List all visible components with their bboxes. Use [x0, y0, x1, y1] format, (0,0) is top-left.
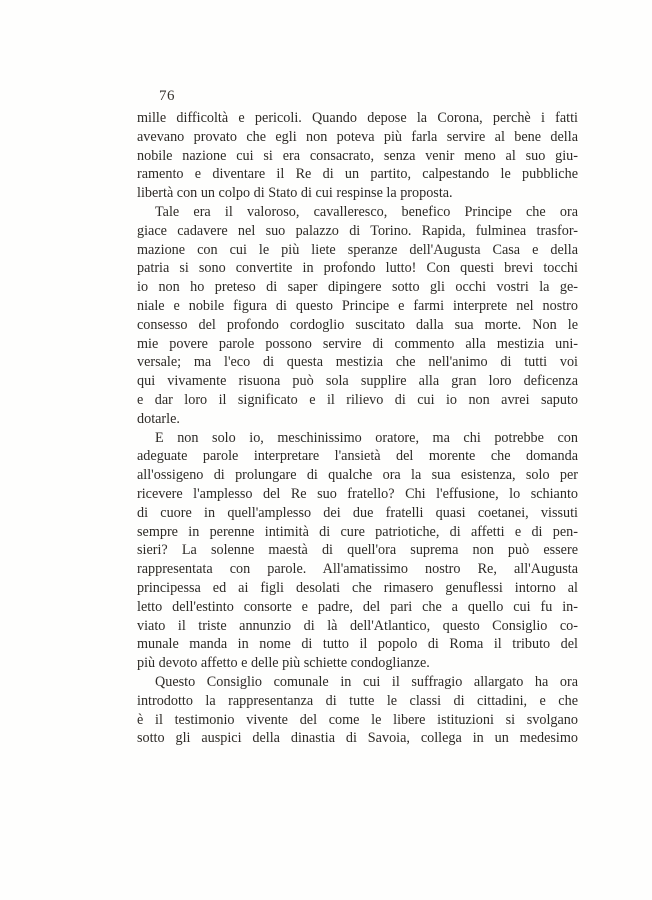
text-line: sempre in perenne intimità di cure patriotiche, di affetti e di pen- [137, 523, 578, 540]
text-line: sotto gli auspici della dinastia di Savoia, collega in un medesimo [137, 730, 578, 747]
text-line: mazione con cui le più liete speranze dell'Augusta Casa e della [137, 241, 578, 258]
text-line: ricevere l'amplesso del Re suo fratello? Chi l'effusione, lo schianto [137, 485, 578, 502]
text-line: niale e nobile figura di questo Principe e farmi interprete nel nostro [137, 297, 578, 314]
text-line: Tale era il valoroso, cavalleresco, benefico Principe che ora [155, 203, 578, 220]
text-line: avevano provato che egli non poteva più farla servire al bene della [137, 128, 578, 145]
paragraph [137, 673, 578, 748]
text-line: ramento e diventare il Re di un partito, calpestando le pubbliche [137, 166, 578, 183]
text-line: letto dell'estinto consorte e padre, del pari che a quello cui fu in- [137, 598, 578, 615]
text-line: versale; ma l'eco di questa mestizia che nell'animo di tutti voi [137, 354, 578, 371]
text-line: rappresentata con parole. All'amatissimo nostro Re, all'Augusta [137, 561, 578, 578]
text-block [137, 109, 578, 748]
text-line: introdotto la rappresentanza di tutte le classi di cittadini, e che [137, 692, 578, 709]
paragraph [137, 203, 578, 429]
text-line: mille difficoltà e pericoli. Quando depose la Corona, perchè i fatti [137, 110, 578, 126]
text-line: Questo Consiglio comunale in cui il suffragio allargato ha ora [155, 673, 578, 690]
text-line: E non solo io, meschinissimo oratore, ma chi potrebbe con [155, 429, 578, 446]
text-line: patria si sono convertite in profondo lutto! Con questi brevi tocchi [137, 260, 578, 277]
text-line: viato il triste annunzio di là dell'Atlantico, questo Consiglio co- [137, 617, 578, 634]
text-line: mie povere parole possono servire di commento alla mestizia uni- [137, 335, 578, 352]
text-line: più devoto affetto e delle più schiette condoglianze. [137, 655, 430, 672]
text-line: nobile nazione cui si era consacrato, senza venir meno al suo giu- [137, 147, 578, 164]
text-line: all'ossigeno di prolungare di qualche ora la sua esistenza, solo per [137, 467, 578, 484]
text-line: adeguate parole interpretare l'ansietà del morente che domanda [137, 448, 578, 465]
text-line: di cuore in quell'amplesso dei due fratelli quasi coetanei, vissuti [137, 504, 578, 521]
text-line: e dar loro il significato e il rilievo di cui io non avrei saputo [137, 391, 578, 408]
text-line: consesso del profondo cordoglio suscitato dalla sua morte. Non le [137, 316, 578, 333]
text-line: io non ho preteso di saper dipingere sotto gli occhi vostri la ge- [137, 279, 578, 296]
text-line: libertà con un colpo di Stato di cui respinse la proposta. [137, 185, 453, 202]
paragraph [137, 109, 578, 203]
text-line: sieri? La solenne maestà di quell'ora suprema non può essere [137, 542, 578, 559]
text-line: dotarle. [137, 410, 180, 427]
paragraph [137, 429, 578, 673]
text-line: è il testimonio vivente del come le libere istituzioni si svolgano [137, 711, 578, 728]
page-number: 76 [159, 88, 175, 104]
text-line: qui vivamente risuona può sola supplire alla gran loro deficenza [137, 373, 578, 390]
text-line: giace cadavere nel suo palazzo di Torino. Rapida, fulminea trasfor- [137, 222, 578, 239]
text-line: munale manda in nome di tutto il popolo di Roma il tributo del [137, 636, 578, 653]
text-line: principessa ed ai figli desolati che rimasero genuflessi intorno al [137, 579, 578, 596]
